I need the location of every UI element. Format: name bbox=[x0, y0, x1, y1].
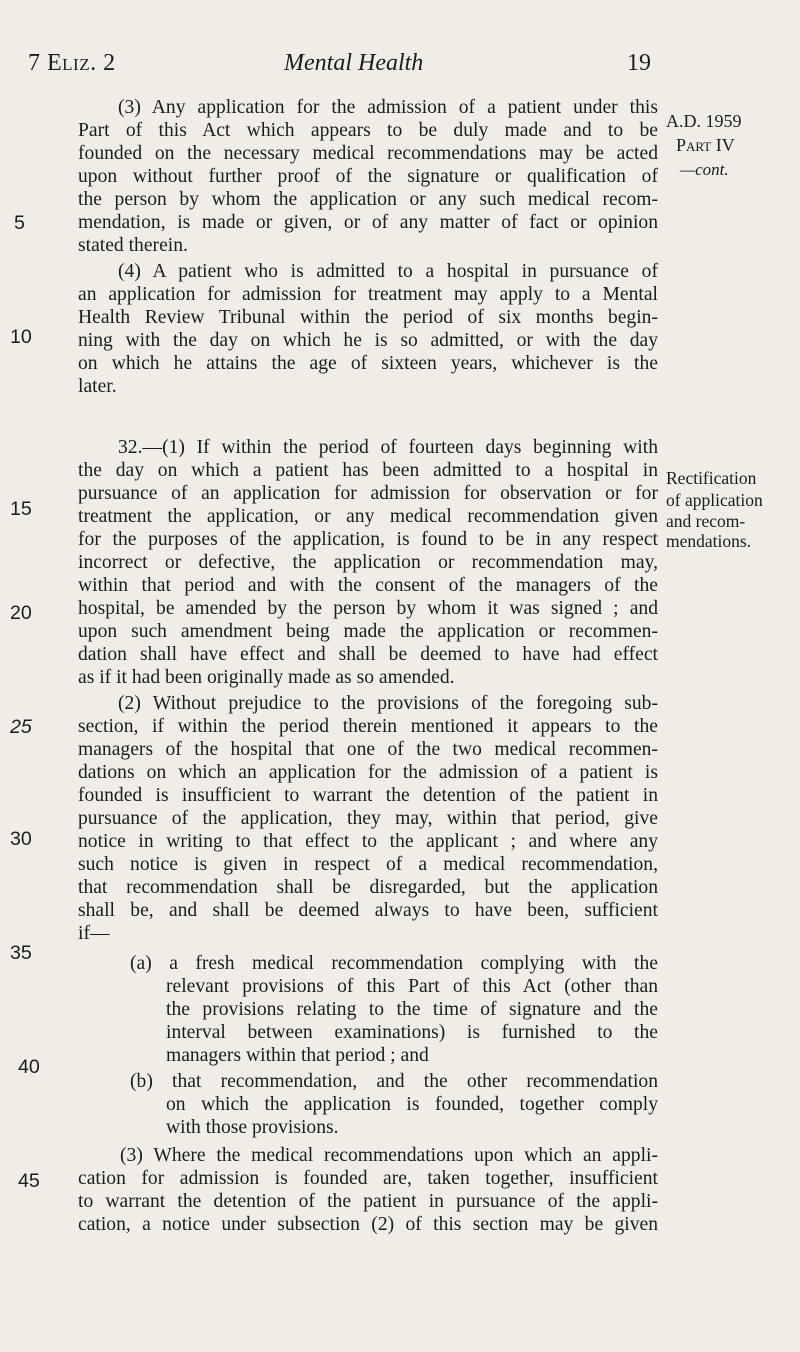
margin-rect-3: and recom- bbox=[666, 511, 746, 531]
text-line: later. bbox=[78, 376, 117, 397]
text-line: (b) that recommendation, and the other recommendation bbox=[130, 1071, 658, 1092]
text-line: cation for admission is founded are, taken together, insufficient bbox=[78, 1168, 658, 1189]
text-line: upon without further proof of the signature or qualification of bbox=[78, 166, 658, 187]
margin-rect-1: Rectification bbox=[666, 468, 757, 488]
text-line: if— bbox=[78, 923, 110, 944]
text-line: an application for admission for treatment may apply to a Mental bbox=[78, 284, 658, 305]
line-number: 45 bbox=[18, 1170, 40, 1192]
text-line: managers of the hospital that one of the two medical recommen- bbox=[78, 739, 658, 760]
text-line: interval between examinations) is furnished to the bbox=[166, 1022, 658, 1043]
text-line: on which the application is founded, together comply bbox=[166, 1094, 658, 1115]
line-number: 10 bbox=[10, 326, 32, 348]
text-line: the provisions relating to the time of signature and the bbox=[166, 999, 658, 1020]
line-number: 20 bbox=[10, 602, 32, 624]
text-line: (a) a fresh medical recommendation complying with the bbox=[130, 953, 658, 974]
text-line: pursuance of an application for admission for observation or for bbox=[78, 483, 658, 504]
regnal-year: 7 Eliz. 2 bbox=[28, 50, 116, 76]
line-number: 30 bbox=[10, 828, 32, 850]
text-line: notice in writing to that effect to the applicant ; and where any bbox=[78, 831, 658, 852]
text-line: (3) Any application for the admission of a patient under this bbox=[118, 97, 658, 118]
text-line: upon such amendment being made the application or recommen- bbox=[78, 621, 658, 642]
text-line: ning with the day on which he is so admitted, or with the day bbox=[78, 330, 658, 351]
text-line: on which he attains the age of sixteen years, whichever is the bbox=[78, 353, 658, 374]
text-line: hospital, be amended by the person by whom it was signed ; and bbox=[78, 598, 658, 619]
text-line: (4) A patient who is admitted to a hospital in pursuance of bbox=[118, 261, 658, 282]
text-line: section, if within the period therein mentioned it appears to the bbox=[78, 716, 658, 737]
act-title: Mental Health bbox=[284, 50, 424, 76]
text-line: 32.—(1) If within the period of fourteen days beginning with bbox=[118, 437, 658, 458]
text-line: such notice is given in respect of a medical recommendation, bbox=[78, 854, 658, 875]
margin-year: A.D. 1959 bbox=[666, 111, 742, 131]
text-line: managers within that period ; and bbox=[166, 1045, 429, 1066]
text-line: for the purposes of the application, is found to be in any respect bbox=[78, 529, 658, 550]
text-line: founded on the necessary medical recommendations may be acted bbox=[78, 143, 658, 164]
line-number: 5 bbox=[14, 212, 25, 234]
line-number: 40 bbox=[18, 1056, 40, 1078]
text-line: with those provisions. bbox=[166, 1117, 339, 1138]
text-line: Health Review Tribunal within the period of six months begin- bbox=[78, 307, 658, 328]
line-number: 35 bbox=[10, 942, 32, 964]
text-line: Part of this Act which appears to be duly made and to be bbox=[78, 120, 658, 141]
text-line: pursuance of the application, they may, within that period, give bbox=[78, 808, 658, 829]
line-number: 25 bbox=[10, 716, 32, 738]
margin-cont: —cont. bbox=[680, 160, 729, 179]
text-line: mendation, is made or given, or of any matter of fact or opinion bbox=[78, 212, 658, 233]
text-line: shall be, and shall be deemed always to have been, sufficient bbox=[78, 900, 658, 921]
text-line: dations on which an application for the admission of a patient is bbox=[78, 762, 658, 783]
margin-rect-4: mendations. bbox=[666, 531, 752, 551]
text-line: relevant provisions of this Part of this Act (other than bbox=[166, 976, 658, 997]
text-line: cation, a notice under subsection (2) of this section may be given bbox=[78, 1214, 658, 1235]
page-number: 19 bbox=[627, 50, 651, 76]
text-line: as if it had been originally made as so amended. bbox=[78, 667, 455, 688]
text-line: (3) Where the medical recommendations upon which an appli- bbox=[120, 1145, 658, 1166]
text-line: dation shall have effect and shall be deemed to have had effect bbox=[78, 644, 658, 665]
page-header bbox=[0, 50, 800, 84]
text-line: that recommendation shall be disregarded, but the application bbox=[78, 877, 658, 898]
margin-rect-2: of application bbox=[666, 490, 763, 510]
text-line: the day on which a patient has been admitted to a hospital in bbox=[78, 460, 658, 481]
text-line: (2) Without prejudice to the provisions of the foregoing sub- bbox=[118, 693, 658, 714]
line-number: 15 bbox=[10, 498, 32, 520]
text-line: the person by whom the application or any such medical recom- bbox=[78, 189, 658, 210]
text-line: incorrect or defective, the application or recommendation may, bbox=[78, 552, 658, 573]
text-line: stated therein. bbox=[78, 235, 188, 256]
text-line: founded is insufficient to warrant the detention of the patient in bbox=[78, 785, 658, 806]
text-line: treatment the application, or any medical recommendation given bbox=[78, 506, 658, 527]
text-line: within that period and with the consent of the managers of the bbox=[78, 575, 658, 596]
text-line: to warrant the detention of the patient in pursuance of the appli- bbox=[78, 1191, 658, 1212]
margin-part: Part IV bbox=[676, 135, 735, 155]
